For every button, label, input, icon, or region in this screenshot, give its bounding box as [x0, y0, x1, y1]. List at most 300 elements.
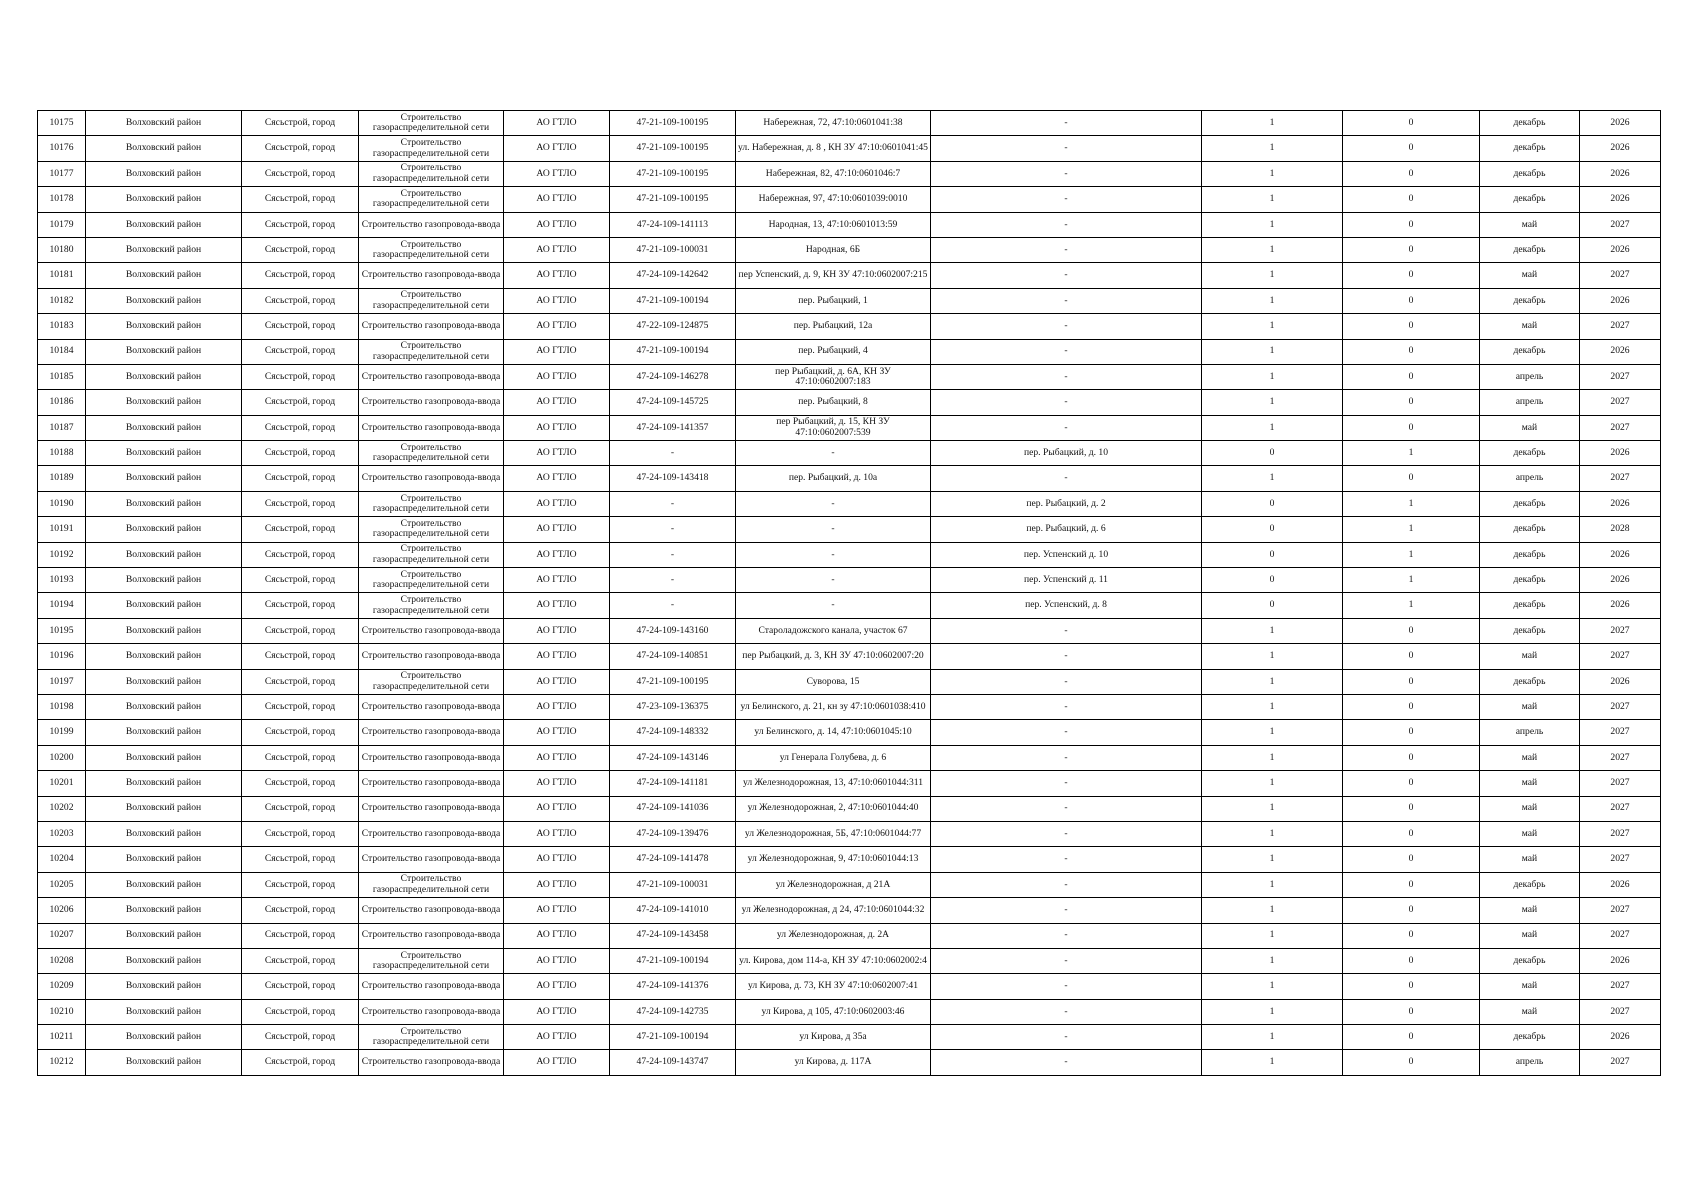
- locality-cell: Сясьстрой, город: [242, 542, 359, 567]
- count-b-cell: 0: [1343, 314, 1480, 339]
- count-b-cell: 0: [1343, 1050, 1480, 1075]
- alt-address-cell: -: [931, 898, 1202, 923]
- address-cell: ул Белинского, д. 14, 47:10:0601045:10: [736, 720, 931, 745]
- organization-cell: АО ГТЛО: [504, 948, 610, 973]
- count-a-cell: 1: [1202, 999, 1343, 1024]
- count-a-cell: 1: [1202, 390, 1343, 415]
- table-row: [38, 187, 1661, 212]
- month-cell: май: [1480, 923, 1580, 948]
- district-cell: Волховский район: [86, 187, 242, 212]
- month-cell: май: [1480, 694, 1580, 719]
- row-number-cell: 10188: [38, 441, 86, 466]
- district-cell: Волховский район: [86, 644, 242, 669]
- code-cell: 47-21-109-100195: [610, 187, 736, 212]
- alt-address-cell: -: [931, 1050, 1202, 1075]
- count-b-cell: 1: [1343, 441, 1480, 466]
- locality-cell: Сясьстрой, город: [242, 314, 359, 339]
- count-a-cell: 1: [1202, 745, 1343, 770]
- address-cell: -: [736, 542, 931, 567]
- work-type-cell: Строительство газопровода-ввода: [359, 1050, 504, 1075]
- year-cell: 2027: [1580, 263, 1661, 288]
- row-number-cell: 10207: [38, 923, 86, 948]
- count-a-cell: 1: [1202, 821, 1343, 846]
- row-number-cell: 10196: [38, 644, 86, 669]
- table-row: [38, 796, 1661, 821]
- year-cell: 2027: [1580, 974, 1661, 999]
- count-b-cell: 0: [1343, 745, 1480, 770]
- work-type-cell: Строительство газопровода-ввода: [359, 796, 504, 821]
- month-cell: декабрь: [1480, 948, 1580, 973]
- alt-address-cell: -: [931, 314, 1202, 339]
- alt-address-cell: -: [931, 187, 1202, 212]
- work-type-cell: Строительство газопровода-ввода: [359, 644, 504, 669]
- row-number-cell: 10187: [38, 415, 86, 440]
- row-number-cell: 10192: [38, 542, 86, 567]
- address-cell: ул Кирова, д 105, 47:10:0602003:46: [736, 999, 931, 1024]
- month-cell: декабрь: [1480, 872, 1580, 897]
- table-row: [38, 618, 1661, 643]
- work-type-cell: Строительство газопровода-ввода: [359, 999, 504, 1024]
- count-a-cell: 0: [1202, 568, 1343, 593]
- code-cell: 47-21-109-100031: [610, 237, 736, 262]
- district-cell: Волховский район: [86, 974, 242, 999]
- month-cell: май: [1480, 999, 1580, 1024]
- alt-address-cell: -: [931, 364, 1202, 389]
- year-cell: 2027: [1580, 898, 1661, 923]
- address-cell: пер. Рыбацкий, 1: [736, 288, 931, 313]
- address-cell: Народная, 6Б: [736, 237, 931, 262]
- code-cell: 47-21-109-100194: [610, 339, 736, 364]
- year-cell: 2027: [1580, 796, 1661, 821]
- work-type-cell: Строительство газораспределительной сети: [359, 136, 504, 161]
- row-number-cell: 10205: [38, 872, 86, 897]
- work-type-cell: Строительство газопровода-ввода: [359, 974, 504, 999]
- code-cell: -: [610, 441, 736, 466]
- month-cell: май: [1480, 771, 1580, 796]
- count-b-cell: 0: [1343, 288, 1480, 313]
- count-a-cell: 1: [1202, 466, 1343, 491]
- table-row: [38, 771, 1661, 796]
- table-row: [38, 441, 1661, 466]
- code-cell: 47-24-109-145725: [610, 390, 736, 415]
- alt-address-cell: -: [931, 974, 1202, 999]
- code-cell: -: [610, 491, 736, 516]
- alt-address-cell: -: [931, 771, 1202, 796]
- district-cell: Волховский район: [86, 821, 242, 846]
- code-cell: -: [610, 593, 736, 618]
- month-cell: декабрь: [1480, 136, 1580, 161]
- count-a-cell: 1: [1202, 669, 1343, 694]
- alt-address-cell: пер. Успенский д. 11: [931, 568, 1202, 593]
- month-cell: декабрь: [1480, 237, 1580, 262]
- organization-cell: АО ГТЛО: [504, 263, 610, 288]
- table-row: [38, 898, 1661, 923]
- organization-cell: АО ГТЛО: [504, 898, 610, 923]
- code-cell: 47-21-109-100194: [610, 288, 736, 313]
- work-type-cell: Строительство газораспределительной сети: [359, 187, 504, 212]
- alt-address-cell: -: [931, 872, 1202, 897]
- district-cell: Волховский район: [86, 796, 242, 821]
- address-cell: пер Рыбацкий, д. 15, КН ЗУ 47:10:0602007:539: [736, 415, 931, 440]
- locality-cell: Сясьстрой, город: [242, 999, 359, 1024]
- code-cell: 47-24-109-143160: [610, 618, 736, 643]
- address-cell: Народная, 13, 47:10:0601013:59: [736, 212, 931, 237]
- year-cell: 2027: [1580, 771, 1661, 796]
- year-cell: 2026: [1580, 339, 1661, 364]
- address-cell: ул Кирова, д. 73, КН ЗУ 47:10:0602007:41: [736, 974, 931, 999]
- locality-cell: Сясьстрой, город: [242, 187, 359, 212]
- code-cell: 47-21-109-100031: [610, 872, 736, 897]
- address-cell: Набережная, 72, 47:10:0601041:38: [736, 111, 931, 136]
- code-cell: 47-21-109-100195: [610, 111, 736, 136]
- work-type-cell: Строительство газопровода-ввода: [359, 847, 504, 872]
- count-b-cell: 0: [1343, 161, 1480, 186]
- district-cell: Волховский район: [86, 669, 242, 694]
- work-type-cell: Строительство газораспределительной сети: [359, 288, 504, 313]
- locality-cell: Сясьстрой, город: [242, 339, 359, 364]
- month-cell: декабрь: [1480, 593, 1580, 618]
- count-b-cell: 1: [1343, 568, 1480, 593]
- district-cell: Волховский район: [86, 1025, 242, 1050]
- locality-cell: Сясьстрой, город: [242, 161, 359, 186]
- month-cell: май: [1480, 644, 1580, 669]
- month-cell: май: [1480, 974, 1580, 999]
- organization-cell: АО ГТЛО: [504, 466, 610, 491]
- address-cell: Суворова, 15: [736, 669, 931, 694]
- locality-cell: Сясьстрой, город: [242, 771, 359, 796]
- table-row: [38, 948, 1661, 973]
- table-row: [38, 745, 1661, 770]
- row-number-cell: 10183: [38, 314, 86, 339]
- work-type-cell: Строительство газораспределительной сети: [359, 491, 504, 516]
- row-number-cell: 10208: [38, 948, 86, 973]
- work-type-cell: Строительство газопровода-ввода: [359, 745, 504, 770]
- row-number-cell: 10175: [38, 111, 86, 136]
- count-a-cell: 0: [1202, 491, 1343, 516]
- organization-cell: АО ГТЛО: [504, 314, 610, 339]
- code-cell: 47-24-109-148332: [610, 720, 736, 745]
- count-a-cell: 1: [1202, 314, 1343, 339]
- district-cell: Волховский район: [86, 568, 242, 593]
- organization-cell: АО ГТЛО: [504, 720, 610, 745]
- count-b-cell: 0: [1343, 999, 1480, 1024]
- year-cell: 2026: [1580, 593, 1661, 618]
- month-cell: декабрь: [1480, 491, 1580, 516]
- address-cell: пер Рыбацкий, д. 6А, КН ЗУ 47:10:0602007:183: [736, 364, 931, 389]
- table-body: [38, 111, 1661, 1076]
- count-a-cell: 1: [1202, 288, 1343, 313]
- count-a-cell: 1: [1202, 948, 1343, 973]
- row-number-cell: 10181: [38, 263, 86, 288]
- work-type-cell: Строительство газораспределительной сети: [359, 948, 504, 973]
- locality-cell: Сясьстрой, город: [242, 644, 359, 669]
- code-cell: 47-21-109-100195: [610, 136, 736, 161]
- organization-cell: АО ГТЛО: [504, 568, 610, 593]
- count-a-cell: 1: [1202, 187, 1343, 212]
- locality-cell: Сясьстрой, город: [242, 237, 359, 262]
- locality-cell: Сясьстрой, город: [242, 898, 359, 923]
- year-cell: 2027: [1580, 847, 1661, 872]
- table-row: [38, 314, 1661, 339]
- work-type-cell: Строительство газопровода-ввода: [359, 212, 504, 237]
- alt-address-cell: -: [931, 466, 1202, 491]
- code-cell: 47-24-109-142735: [610, 999, 736, 1024]
- organization-cell: АО ГТЛО: [504, 364, 610, 389]
- locality-cell: Сясьстрой, город: [242, 974, 359, 999]
- alt-address-cell: -: [931, 618, 1202, 643]
- locality-cell: Сясьстрой, город: [242, 390, 359, 415]
- locality-cell: Сясьстрой, город: [242, 694, 359, 719]
- month-cell: декабрь: [1480, 618, 1580, 643]
- year-cell: 2026: [1580, 288, 1661, 313]
- locality-cell: Сясьстрой, город: [242, 288, 359, 313]
- locality-cell: Сясьстрой, город: [242, 415, 359, 440]
- alt-address-cell: -: [931, 1025, 1202, 1050]
- alt-address-cell: -: [931, 263, 1202, 288]
- alt-address-cell: пер. Рыбацкий, д. 2: [931, 491, 1202, 516]
- count-b-cell: 0: [1343, 339, 1480, 364]
- table-row: [38, 1050, 1661, 1075]
- work-type-cell: Строительство газопровода-ввода: [359, 771, 504, 796]
- count-b-cell: 0: [1343, 415, 1480, 440]
- year-cell: 2027: [1580, 999, 1661, 1024]
- code-cell: 47-24-109-143418: [610, 466, 736, 491]
- district-cell: Волховский район: [86, 111, 242, 136]
- address-cell: пер. Рыбацкий, 4: [736, 339, 931, 364]
- table-row: [38, 1025, 1661, 1050]
- alt-address-cell: -: [931, 948, 1202, 973]
- year-cell: 2028: [1580, 517, 1661, 542]
- address-cell: ул Кирова, д 35а: [736, 1025, 931, 1050]
- locality-cell: Сясьстрой, город: [242, 923, 359, 948]
- organization-cell: АО ГТЛО: [504, 644, 610, 669]
- count-a-cell: 1: [1202, 694, 1343, 719]
- code-cell: 47-21-109-100194: [610, 948, 736, 973]
- table-row: [38, 364, 1661, 389]
- row-number-cell: 10195: [38, 618, 86, 643]
- address-cell: -: [736, 517, 931, 542]
- year-cell: 2027: [1580, 720, 1661, 745]
- district-cell: Волховский район: [86, 441, 242, 466]
- year-cell: 2026: [1580, 111, 1661, 136]
- organization-cell: АО ГТЛО: [504, 923, 610, 948]
- table-row: [38, 720, 1661, 745]
- work-type-cell: Строительство газопровода-ввода: [359, 263, 504, 288]
- row-number-cell: 10198: [38, 694, 86, 719]
- year-cell: 2027: [1580, 314, 1661, 339]
- alt-address-cell: -: [931, 237, 1202, 262]
- count-b-cell: 0: [1343, 771, 1480, 796]
- organization-cell: АО ГТЛО: [504, 593, 610, 618]
- address-cell: ул Железнодорожная, д 21А: [736, 872, 931, 897]
- year-cell: 2027: [1580, 618, 1661, 643]
- count-b-cell: 1: [1343, 517, 1480, 542]
- count-a-cell: 1: [1202, 364, 1343, 389]
- code-cell: 47-24-109-142642: [610, 263, 736, 288]
- district-cell: Волховский район: [86, 999, 242, 1024]
- work-type-cell: Строительство газораспределительной сети: [359, 441, 504, 466]
- organization-cell: АО ГТЛО: [504, 669, 610, 694]
- organization-cell: АО ГТЛО: [504, 1025, 610, 1050]
- locality-cell: Сясьстрой, город: [242, 948, 359, 973]
- address-cell: Набережная, 97, 47:10:0601039:0010: [736, 187, 931, 212]
- count-b-cell: 0: [1343, 390, 1480, 415]
- code-cell: 47-21-109-100195: [610, 669, 736, 694]
- count-b-cell: 0: [1343, 1025, 1480, 1050]
- count-a-cell: 1: [1202, 111, 1343, 136]
- work-type-cell: Строительство газораспределительной сети: [359, 517, 504, 542]
- locality-cell: Сясьстрой, город: [242, 466, 359, 491]
- district-cell: Волховский район: [86, 618, 242, 643]
- organization-cell: АО ГТЛО: [504, 212, 610, 237]
- address-cell: -: [736, 568, 931, 593]
- month-cell: декабрь: [1480, 1025, 1580, 1050]
- code-cell: 47-23-109-136375: [610, 694, 736, 719]
- month-cell: декабрь: [1480, 339, 1580, 364]
- count-a-cell: 0: [1202, 517, 1343, 542]
- alt-address-cell: -: [931, 288, 1202, 313]
- row-number-cell: 10180: [38, 237, 86, 262]
- work-type-cell: Строительство газораспределительной сети: [359, 161, 504, 186]
- locality-cell: Сясьстрой, город: [242, 1025, 359, 1050]
- year-cell: 2027: [1580, 364, 1661, 389]
- alt-address-cell: пер. Успенский, д. 8: [931, 593, 1202, 618]
- table-row: [38, 491, 1661, 516]
- year-cell: 2027: [1580, 1050, 1661, 1075]
- alt-address-cell: -: [931, 821, 1202, 846]
- count-b-cell: 0: [1343, 847, 1480, 872]
- address-cell: ул. Кирова, дом 114-а, КН ЗУ 47:10:0602002:4: [736, 948, 931, 973]
- table-row: [38, 542, 1661, 567]
- address-cell: ул Железнодорожная, 13, 47:10:0601044:311: [736, 771, 931, 796]
- month-cell: май: [1480, 263, 1580, 288]
- locality-cell: Сясьстрой, город: [242, 263, 359, 288]
- locality-cell: Сясьстрой, город: [242, 568, 359, 593]
- row-number-cell: 10202: [38, 796, 86, 821]
- year-cell: 2026: [1580, 491, 1661, 516]
- data-table: [37, 110, 1661, 1076]
- organization-cell: АО ГТЛО: [504, 974, 610, 999]
- row-number-cell: 10186: [38, 390, 86, 415]
- address-cell: ул. Набережная, д. 8 , КН ЗУ 47:10:0601041:45: [736, 136, 931, 161]
- work-type-cell: Строительство газопровода-ввода: [359, 694, 504, 719]
- locality-cell: Сясьстрой, город: [242, 720, 359, 745]
- year-cell: 2027: [1580, 466, 1661, 491]
- district-cell: Волховский район: [86, 542, 242, 567]
- month-cell: декабрь: [1480, 187, 1580, 212]
- row-number-cell: 10194: [38, 593, 86, 618]
- count-b-cell: 0: [1343, 872, 1480, 897]
- alt-address-cell: -: [931, 161, 1202, 186]
- count-b-cell: 0: [1343, 111, 1480, 136]
- month-cell: декабрь: [1480, 441, 1580, 466]
- count-a-cell: 1: [1202, 974, 1343, 999]
- count-a-cell: 1: [1202, 872, 1343, 897]
- district-cell: Волховский район: [86, 771, 242, 796]
- code-cell: -: [610, 517, 736, 542]
- count-b-cell: 1: [1343, 491, 1480, 516]
- work-type-cell: Строительство газопровода-ввода: [359, 618, 504, 643]
- locality-cell: Сясьстрой, город: [242, 136, 359, 161]
- year-cell: 2026: [1580, 237, 1661, 262]
- table-row: [38, 568, 1661, 593]
- address-cell: пер. Рыбацкий, 8: [736, 390, 931, 415]
- alt-address-cell: -: [931, 212, 1202, 237]
- address-cell: пер. Рыбацкий, 12а: [736, 314, 931, 339]
- table-row: [38, 237, 1661, 262]
- locality-cell: Сясьстрой, город: [242, 618, 359, 643]
- table-row: [38, 923, 1661, 948]
- district-cell: Волховский район: [86, 745, 242, 770]
- month-cell: декабрь: [1480, 669, 1580, 694]
- work-type-cell: Строительство газопровода-ввода: [359, 415, 504, 440]
- count-a-cell: 1: [1202, 771, 1343, 796]
- organization-cell: АО ГТЛО: [504, 111, 610, 136]
- year-cell: 2027: [1580, 390, 1661, 415]
- count-b-cell: 1: [1343, 593, 1480, 618]
- work-type-cell: Строительство газораспределительной сети: [359, 339, 504, 364]
- table-row: [38, 263, 1661, 288]
- code-cell: 47-24-109-146278: [610, 364, 736, 389]
- count-a-cell: 0: [1202, 542, 1343, 567]
- month-cell: апрель: [1480, 1050, 1580, 1075]
- district-cell: Волховский район: [86, 415, 242, 440]
- count-a-cell: 1: [1202, 237, 1343, 262]
- district-cell: Волховский район: [86, 948, 242, 973]
- alt-address-cell: -: [931, 390, 1202, 415]
- code-cell: 47-24-109-141181: [610, 771, 736, 796]
- alt-address-cell: -: [931, 415, 1202, 440]
- work-type-cell: Строительство газопровода-ввода: [359, 466, 504, 491]
- locality-cell: Сясьстрой, город: [242, 491, 359, 516]
- locality-cell: Сясьстрой, город: [242, 1050, 359, 1075]
- address-cell: Староладожского канала, участок 67: [736, 618, 931, 643]
- row-number-cell: 10178: [38, 187, 86, 212]
- code-cell: 47-24-109-143458: [610, 923, 736, 948]
- count-b-cell: 0: [1343, 644, 1480, 669]
- district-cell: Волховский район: [86, 898, 242, 923]
- work-type-cell: Строительство газопровода-ввода: [359, 898, 504, 923]
- count-b-cell: 0: [1343, 364, 1480, 389]
- organization-cell: АО ГТЛО: [504, 872, 610, 897]
- code-cell: 47-21-109-100194: [610, 1025, 736, 1050]
- locality-cell: Сясьстрой, город: [242, 441, 359, 466]
- year-cell: 2026: [1580, 669, 1661, 694]
- table-row: [38, 161, 1661, 186]
- work-type-cell: Строительство газопровода-ввода: [359, 314, 504, 339]
- count-a-cell: 1: [1202, 415, 1343, 440]
- row-number-cell: 10185: [38, 364, 86, 389]
- table-row: [38, 669, 1661, 694]
- row-number-cell: 10199: [38, 720, 86, 745]
- count-a-cell: 1: [1202, 212, 1343, 237]
- month-cell: май: [1480, 314, 1580, 339]
- month-cell: декабрь: [1480, 517, 1580, 542]
- count-a-cell: 1: [1202, 923, 1343, 948]
- count-b-cell: 0: [1343, 212, 1480, 237]
- code-cell: 47-24-109-141478: [610, 847, 736, 872]
- alt-address-cell: пер. Рыбацкий, д. 6: [931, 517, 1202, 542]
- organization-cell: АО ГТЛО: [504, 847, 610, 872]
- table-row: [38, 390, 1661, 415]
- code-cell: 47-24-109-143146: [610, 745, 736, 770]
- alt-address-cell: -: [931, 999, 1202, 1024]
- locality-cell: Сясьстрой, город: [242, 745, 359, 770]
- count-b-cell: 0: [1343, 669, 1480, 694]
- row-number-cell: 10206: [38, 898, 86, 923]
- organization-cell: АО ГТЛО: [504, 999, 610, 1024]
- row-number-cell: 10211: [38, 1025, 86, 1050]
